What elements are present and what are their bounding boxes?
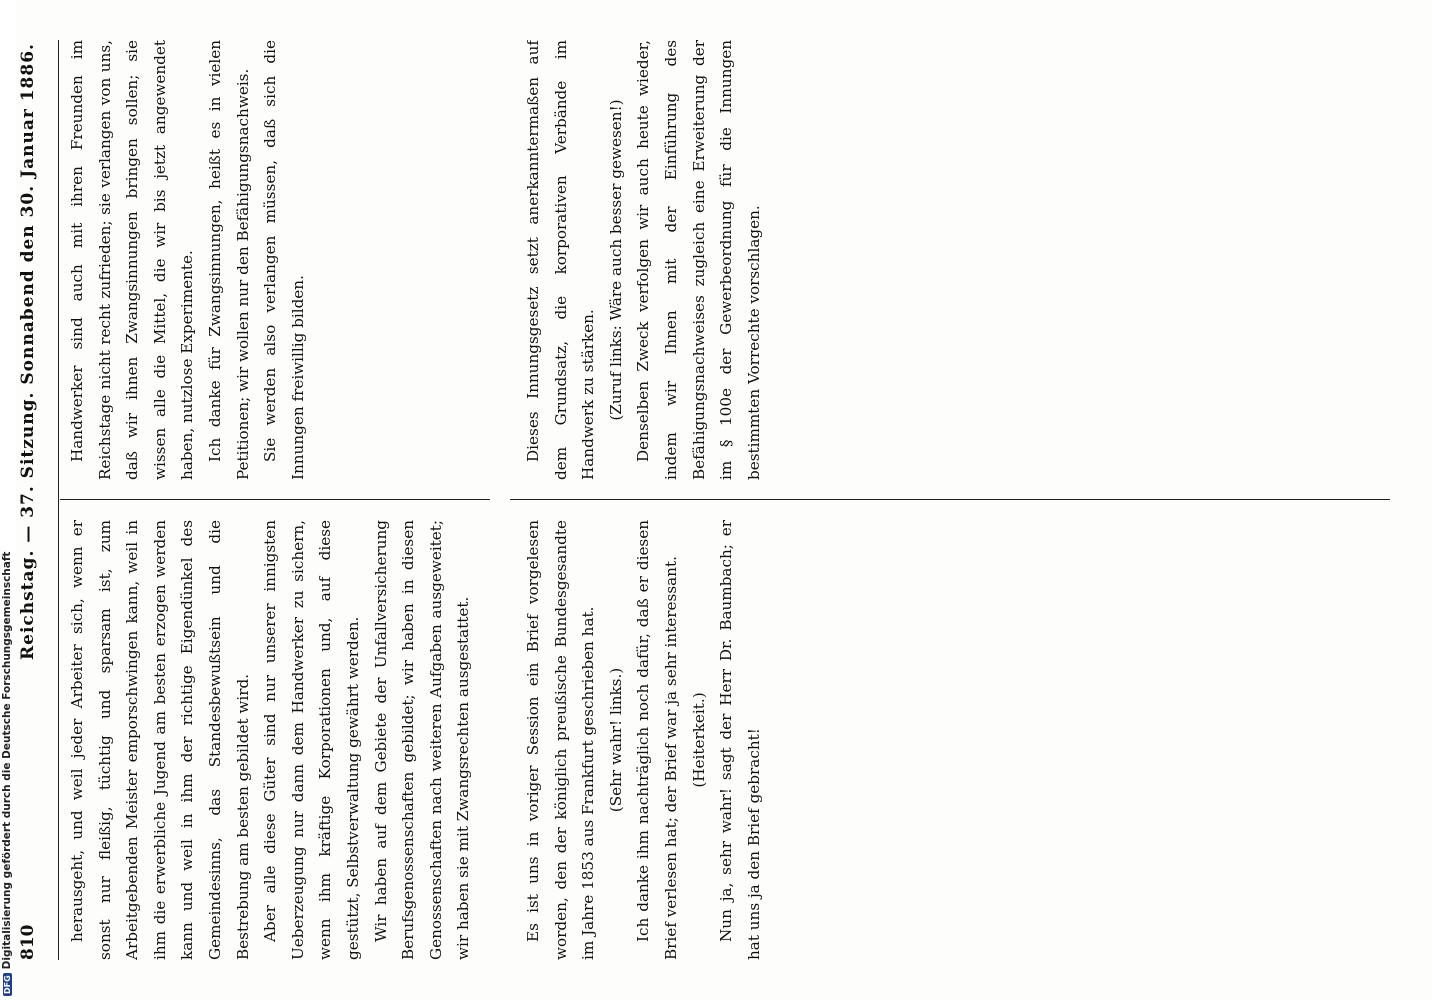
running-header	[18, 40, 48, 960]
column-divider	[510, 499, 1390, 500]
digitization-footer	[0, 0, 16, 1000]
paragraph: Ich danke ihm nachträglich noch dafür, daß er diesen Brief verlesen hat; der Brief war ja sehr interessant.	[634, 520, 680, 960]
interjection: (Sehr wahr! links.)	[606, 667, 625, 813]
paragraph: herausgeht, und weil jeder Arbeiter sich, wenn er sonst nur fleißig, tüchtig und sparsam ist, zum Arbeitgebenden Meister emporschwingen kann, weil in ihm die erwerbliche Jugend am besten erzogen werden kann und weil in ihm der richtige Eigendünkel des Gemeindesinns, das Standesbewußtsein und die Bestrebung am besten gebildet wird.	[68, 520, 252, 960]
paragraph: Wir haben auf dem Gebiete der Unfallversicherung Berufsgenossenschaften gebildet; wir haben in diesen Genossenschaften nach weiteren Aufgaben ausgeweitet; wir haben sie mit Zwangsrechten ausgestattet.	[371, 520, 473, 960]
upper-right-column	[64, 40, 484, 480]
paragraph: Denselben Zweck verfolgen wir auch heute wieder, indem wir Ihnen mit der Einführung des Befähigungsnachweises zugleich eine Erweiterung der im § 100e der Gewerbeordnung für die Innungen bestimmten Vorrechte vorschlagen.	[634, 40, 763, 480]
interjection: (Heiterkeit.)	[689, 692, 708, 788]
column-divider	[60, 499, 490, 500]
page-number: 810	[18, 924, 38, 960]
dfg-logo-icon: DFG	[3, 975, 12, 994]
lower-right-column	[520, 40, 1380, 480]
footer-credit	[1, 0, 17, 996]
upper-left-column	[64, 520, 484, 960]
interjection: (Zuruf links: Wäre auch besser gewesen!)	[606, 99, 625, 421]
paragraph: Ich danke für Zwangsinnungen, heißt es in vielen Petitionen; wir wollen nur den Befähigungsnachweis.	[205, 40, 252, 480]
header-rule	[58, 40, 59, 960]
footer-text: Digitalisierung gefördert durch die Deutsche Forschungsgemeinschaft	[1, 551, 13, 970]
paragraph: Sie werden also verlangen müssen, daß sich die Innungen freiwillig bilden.	[261, 40, 307, 480]
paragraph: Es ist uns in voriger Session ein Brief vorgelesen worden, den der königlich preußische Bundesgesandte im Jahre 1853 aus Frankfurt geschrieben hat.	[524, 520, 598, 960]
paragraph: Handwerker sind auch mit ihren Freunden im Reichstage nicht recht zufrieden; sie verlangen von uns, daß wir ihnen Zwangsinnungen bringen sollen; sie wissen alle die Mittel, die wir bis jetzt angewendet haben, nutzlose Experimente.	[68, 40, 197, 480]
header-title: Reichstag. — 37. Sitzung. Sonnabend den 30. Januar 1886.	[18, 43, 38, 660]
paragraph: Nun ja, sehr wahr! sagt der Herr Dr. Baumbach; er hat uns ja den Brief gebracht!	[717, 520, 763, 960]
lower-left-column	[520, 520, 1380, 960]
paragraph: Dieses Innungsgesetz setzt anerkanntermaßen auf dem Grundsatz, die korporativen Verbände im Handwerk zu stärken.	[524, 40, 598, 480]
paragraph: Aber alle diese Güter sind nur unserer innigsten Ueberzeugung nur dann dem Handwerker zu sichern, wenn ihm kräftige Korporationen und, auf diese gestützt, Selbstverwaltung gewährt werden.	[261, 520, 362, 960]
